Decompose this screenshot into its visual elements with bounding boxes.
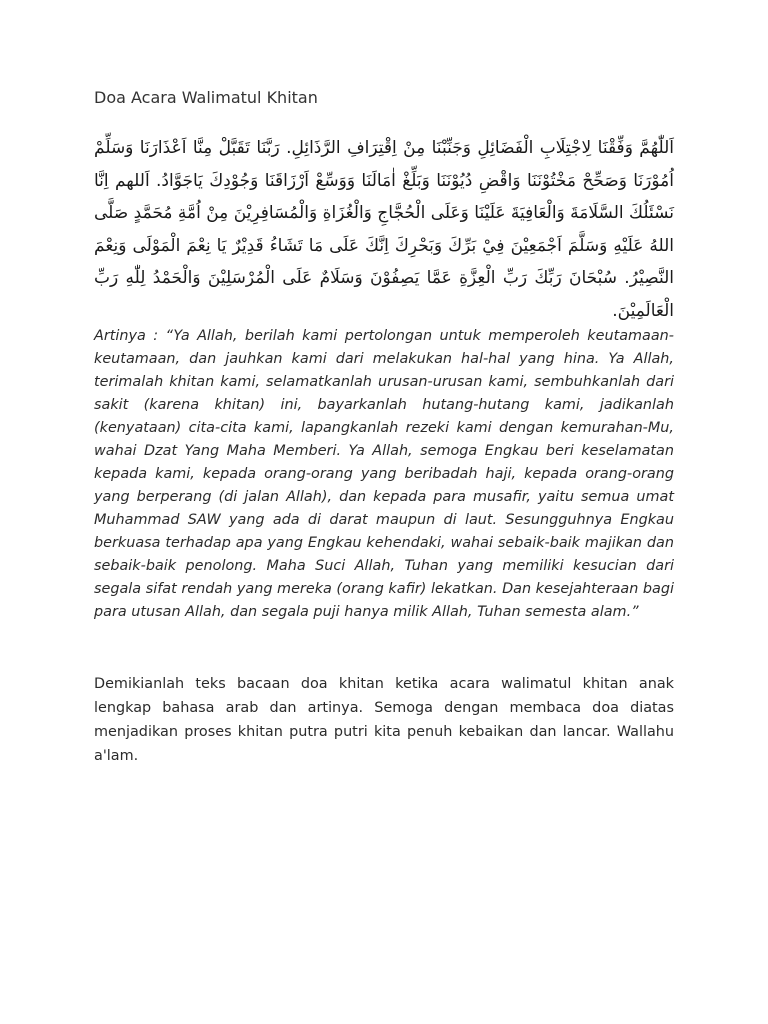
document-title: Doa Acara Walimatul Khitan	[94, 88, 318, 107]
closing-paragraph: Demikianlah teks bacaan doa khitan ketika acara walimatul khitan anak lengkap bahasa arab dan artinya. Semoga dengan membaca doa diatas menjadikan proses khitan putra putri kita penuh kebaikan dan lancar. Wallahu a'lam.	[94, 676, 674, 764]
arabic-prayer-paragraph: اَللّٰهُمَّ وَفِّقْنَا لِاجْتِلَابِ الْفَضَائِلِ وَجَنِّبْنَا مِنْ اِقْتِرَافِ الرَّذَائِلِ. رَبَّنَا تَقَبَّلْ مِنَّا اَعْذَارَنَا وَسَلِّمْ اُمُوْرَنَا وَصَحِّحْ مَخْتُوْنَنَا وَاقْضِ دُيُوْنَنَا وَبَلِّغْ اٰمَالَنَا وَوَسِّعْ اَرْزَاقَنَا وَجُوْدِكَ يَاجَوَّادُ. اَللهم اِنَّا نَسْئَلُكَ السَّلَامَةَ وَالْعَافِيَةَ عَلَيْنَا وَعَلَى الْحُجَّاجِ وَالْغُزَاةِ وَالْمُسَافِرِيْنَ مِنْ اُمَّةِ مُحَمَّدٍ صَلَّى اللهُ عَلَيْهِ وَسَلَّمَ اَجْمَعِيْنَ فِيْ بَرِّكَ وَبَحْرِكَ اِنَّكَ عَلَى مَا تَشَاءُ قَدِيْرٌ يَا نِعْمَ الْمَوْلَى وَنِعْمَ النَّصِيْرُ. سُبْحَانَ رَبِّكَ رَبِّ الْعِزَّةِ عَمَّا يَصِفُوْنَ وَسَلَامٌ عَلَى الْمُرْسَلِيْنَ وَالْحَمْدُ لِلّٰهِ رَبِّ الْعَالَمِيْنَ.	[94, 138, 674, 321]
arabic-prayer-text	[94, 132, 674, 327]
closing-text	[94, 672, 674, 768]
translation-paragraph: Artinya : “Ya Allah, berilah kami pertolongan untuk memperoleh keutamaan-keutamaan, dan jauhkan kami dari melakukan hal-hal yang hina. Ya Allah, terimalah khitan kami, selamatkanlah urusan-urusan kami, sembuhkanlah dari sakit (karena khitan) ini, bayarkanlah hutang-hutang kami, jadikanlah (kenyataan) cita-cita kami, lapangkanlah rezeki kami dengan kemurahan-Mu, wahai Dzat Yang Maha Memberi. Ya Allah, semoga Engkau beri keselamatan kepada kami, kepada orang-orang yang beribadah haji, kepada orang-orang yang berperang (di jalan Allah), dan kepada para musafir, yaitu semua umat Muhammad SAW yang ada di darat maupun di laut. Sesungguhnya Engkau berkuasa terhadap apa yang Engkau kehendaki, wahai sebaik-baik majikan dan sebaik-baik penolong. Maha Suci Allah, Tuhan yang memiliki kesucian dari segala sifat rendah yang mereka (orang kafir) lekatkan. Dan kesejahteraan bagi para utusan Allah, dan segala puji hanya milik Allah, Tuhan semesta alam.”	[94, 328, 674, 620]
translation-text	[94, 325, 674, 624]
